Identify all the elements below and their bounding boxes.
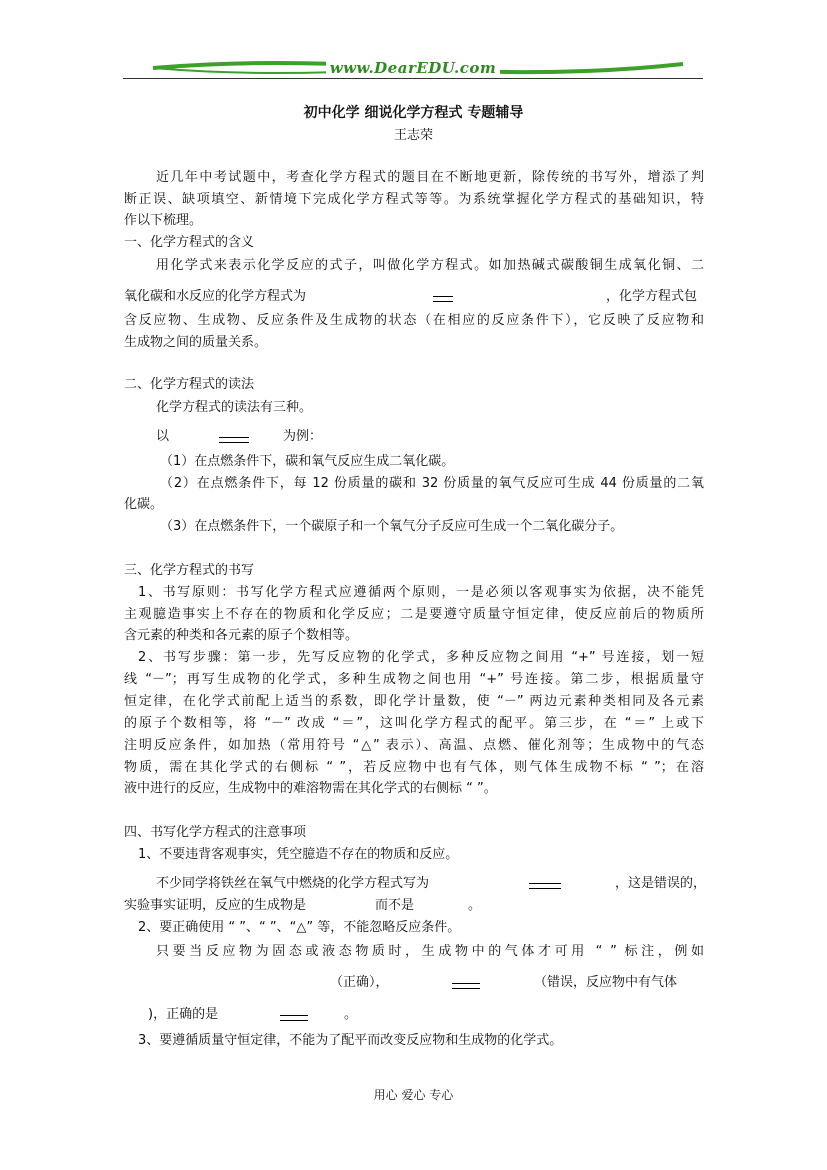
equation-placeholder — [433, 296, 453, 302]
paragraph-line: 以 — [156, 429, 170, 444]
paragraph-line: 。 — [468, 898, 482, 913]
paragraph-line: 液中进行的反应，生成物中的难溶物需在其化学式的右侧标 “ ”。 — [124, 781, 497, 796]
section-heading: 一、化学方程式的含义 — [124, 235, 255, 250]
equation-placeholder — [280, 1015, 308, 1021]
paragraph-line: )，正确的是 — [148, 1007, 219, 1022]
paragraph-line: 2、要正确使用 “ ”、“ ”、“△” 等，不能忽略反应条件。 — [138, 920, 461, 935]
paragraph-line: 含元素的种类和各元素的原子个数相等。 — [124, 628, 359, 643]
paragraph-line: 注明反应条件，如加热（常用符号 “△” 表示）、高温、点燃、催化剂等；生成物中的气态 — [124, 738, 704, 753]
equation-placeholder — [452, 983, 480, 989]
paragraph-line: 恒定律，在化学式前配上适当的系数，即化学计量数，使 “－” 两边元素种类相同及各元素 — [124, 694, 704, 709]
paragraph-line: （正确）， — [330, 975, 389, 990]
paragraph-line: 氧化碳和水反应的化学方程式为 — [124, 289, 307, 304]
paragraph-line: （错误，反应物中有气体 — [534, 975, 678, 990]
paragraph-line: 生成物之间的质量关系。 — [124, 335, 268, 350]
site-header — [123, 56, 703, 80]
paragraph-line: 3、要遵循质量守恒定律，不能为了配平而改变反应物和生成物的化学式。 — [138, 1033, 563, 1048]
page-title: 初中化学 细说化学方程式 专题辅导 — [303, 105, 524, 121]
paragraph-line: （3）在点燃条件下，一个碳原子和一个氧气分子反应可生成一个二氧化碳分子。 — [160, 519, 624, 534]
paragraph-line: 1、书写原则：书写化学方程式应遵循两个原则，一是必须以客观事实为依据，决不能凭 — [138, 585, 704, 600]
paragraph-line: 用化学式来表示化学反应的式子，叫做化学方程式。如加热碱式碳酸铜生成氧化铜、二 — [156, 258, 704, 273]
author: 王志荣 — [393, 128, 433, 143]
paragraph-line: 的原子个数相等，将 “－” 改成 “＝”，这叫化学方程式的配平。第三步，在 “＝” 上或下 — [124, 716, 704, 731]
paragraph-line: 化学方程式的读法有三种。 — [156, 400, 313, 415]
paragraph-line: （1）在点燃条件下，碳和氧气反应生成二氧化碳。 — [160, 454, 455, 469]
paragraph-line: 化碳。 — [124, 497, 164, 512]
paragraph-line: （2）在点燃条件下，每 12 份质量的碳和 32 份质量的氧气反应可生成 44 份质量的二氧 — [160, 476, 704, 491]
paragraph-line: 1、不要违背客观事实，凭空臆造不存在的物质和反应。 — [138, 847, 459, 862]
paragraph-line: 断正误、缺项填空、新情境下完成化学方程式等等。为系统掌握化学方程式的基础知识，特 — [124, 192, 704, 207]
paragraph-line: 实验事实证明，反应的生成物是 — [124, 898, 307, 913]
header-rule — [123, 78, 703, 79]
equation-placeholder — [219, 437, 249, 443]
paragraph-line: 主观臆造事实上不存在的物质和化学反应；二是要遵守质量守恒定律，使反应前后的物质所 — [124, 607, 704, 622]
paragraph-line: ，化学方程式包 — [606, 289, 698, 304]
paragraph-line: 。 — [344, 1007, 358, 1022]
page-footer: 用心 爱心 专心 — [373, 1088, 454, 1102]
section-heading: 四、书写化学方程式的注意事项 — [124, 825, 307, 840]
paragraph-line: 近几年中考试题中，考查化学方程式的题目在不断地更新，除传统的书写外，增添了判 — [156, 170, 704, 185]
paragraph-line: 而不是 — [375, 898, 415, 913]
site-url: www.DearEDU.com — [326, 59, 501, 77]
paragraph-line: 含反应物、生成物、反应条件及生成物的状态（在相应的反应条件下），它反映了反应物和 — [124, 313, 704, 328]
section-heading: 三、化学方程式的书写 — [124, 563, 255, 578]
equation-placeholder — [529, 883, 561, 889]
paragraph-line: 物质，需在其化学式的右侧标 “ ”，若反应物中也有气体，则气体生成物不标 “ ”；在溶 — [124, 760, 704, 775]
paragraph-line: 作以下梳理。 — [124, 213, 203, 228]
paragraph-line: 只要当反应物为固态或液态物质时，生成物中的气体才可用 “ ” 标注，例如 — [156, 944, 704, 959]
paragraph-line: 线 “－”；再写生成物的化学式，多种生成物之间也用 “+” 号连接。第二步，根据质量守 — [124, 672, 704, 687]
paragraph-line: ，这是错误的， — [615, 876, 707, 891]
paragraph-line: 为例： — [283, 429, 323, 444]
paragraph-line: 2、书写步骤：第一步，先写反应物的化学式，多种反应物之间用 “+” 号连接，划一短 — [138, 650, 704, 665]
paragraph-line: 不少同学将铁丝在氧气中燃烧的化学方程式写为 — [156, 876, 430, 891]
section-heading: 二、化学方程式的读法 — [124, 377, 255, 392]
